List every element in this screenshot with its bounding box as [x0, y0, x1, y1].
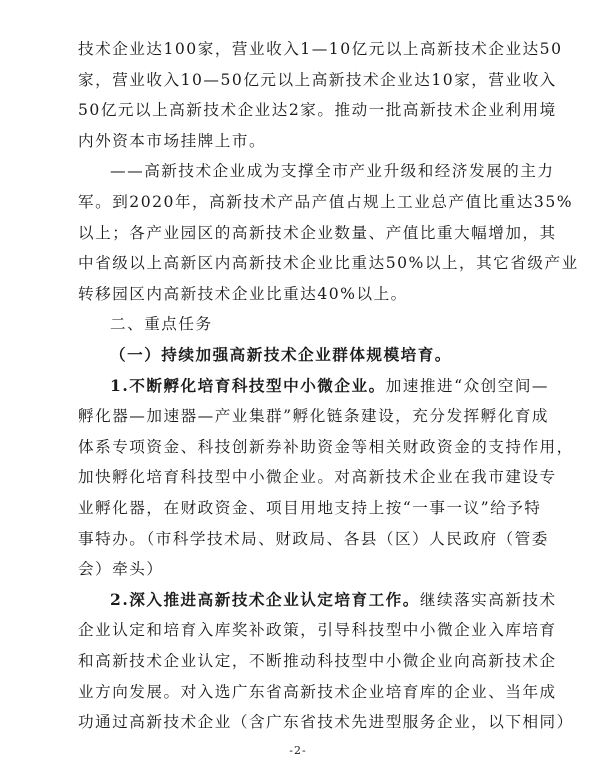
text-line: 技术企业达100家，营业收入1—10亿元以上高新技术企业达50 — [78, 40, 563, 58]
text-line: 内外资本市场挂牌上市。 — [78, 132, 267, 150]
item-heading — [110, 590, 557, 609]
text-line: 继续落实高新技术 — [419, 591, 557, 609]
text-line: 以上；各产业园区的高新技术企业数量、产值比重大幅增加，其 — [78, 224, 557, 242]
subsection-heading: （一）持续加强高新技术企业群体规模培育。 — [110, 345, 452, 364]
text-line: ——高新技术企业成为支撑全市产业升级和经济发展的主力 — [110, 162, 555, 180]
text-line: 会）牵头） — [78, 560, 164, 578]
page-number: -2- — [289, 744, 307, 757]
text-line: 功通过高新技术企业（含广东省技术先进型服务企业，以下相同） — [78, 713, 574, 731]
text-line: 体系专项资金、科技创新券补助资金等相关财政资金的支持作用， — [78, 438, 574, 456]
text-line: 家，营业收入10—50亿元以上高新技术企业达10家，营业收入 — [78, 71, 557, 89]
text-line: 和高新技术企业认定，不断推动科技型中小微企业向高新技术企 — [78, 652, 557, 670]
text-line: 军。到2020年，高新技术产品产值占规上工业总产值比重达35% — [78, 193, 574, 211]
text-line: 业孵化器，在财政资金、项目用地支持上按“一事一议”给予特 — [78, 499, 542, 517]
text-line: 企业认定和培育入库奖补政策，引导科技型中小微企业入库培育 — [78, 621, 557, 639]
text-line: 50亿元以上高新技术企业达2家。推动一批高新技术企业利用境 — [78, 101, 557, 119]
text-line: 加速推进“众创空间— — [385, 377, 550, 395]
text-line: 事特办。（市科学技术局、财政局、各县（区）人民政府（管委 — [78, 530, 549, 548]
text-line: 转移园区内高新技术企业比重达40%以上。 — [78, 285, 408, 303]
item-title: 1.不断孵化培育科技型中小微企业。 — [110, 376, 386, 395]
item-title: 2.深入推进高新技术企业认定培育工作。 — [110, 590, 420, 609]
text-line: 业方向发展。对入选广东省高新技术企业培育库的企业、当年成 — [78, 683, 557, 701]
text-line: 中省级以上高新区内高新技术企业比重达50%以上，其它省级产业 — [78, 254, 579, 272]
text-line: 加快孵化培育科技型中小微企业。对高新技术企业在我市建设专 — [78, 468, 557, 486]
text-line: 孵化器—加速器—产业集群”孵化链条建设，充分发挥孵化育成 — [78, 407, 550, 425]
section-heading: 二、重点任务 — [110, 315, 213, 333]
item-heading — [110, 376, 550, 395]
